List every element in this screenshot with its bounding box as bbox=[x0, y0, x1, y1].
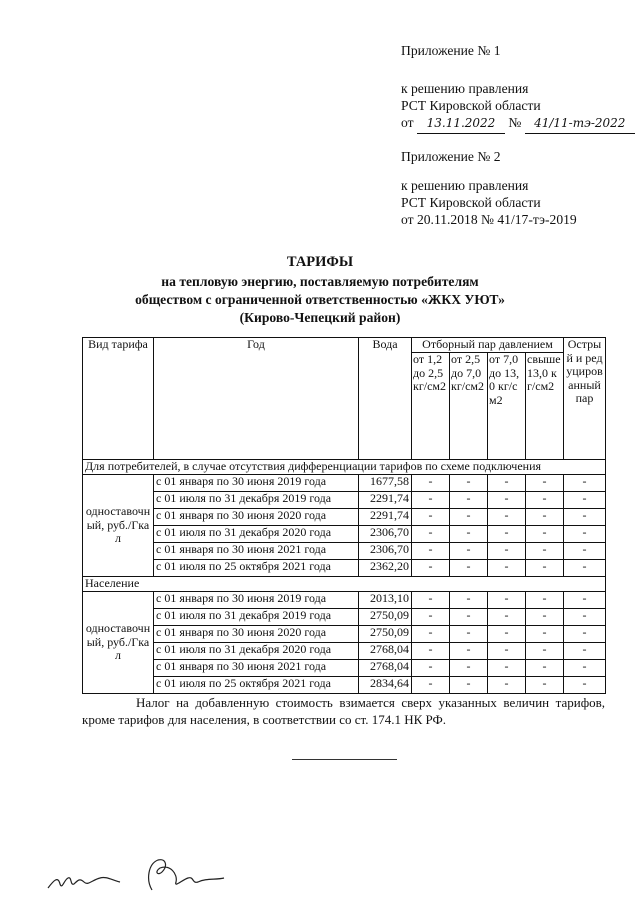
appendix-2-date-line: от 20.11.2018 № 41/17-тэ-2019 bbox=[401, 212, 577, 227]
table-row bbox=[83, 543, 606, 560]
appendix-1-ref-line1: к решению правления bbox=[401, 81, 529, 96]
water-cell: 2306,70 bbox=[359, 543, 412, 560]
table-row bbox=[83, 526, 606, 543]
col-header-year: Год bbox=[154, 338, 359, 460]
period-cell: с 01 июля по 25 октября 2021 года bbox=[154, 560, 359, 577]
steam-3-cell: - bbox=[488, 660, 526, 677]
steam-2-cell: - bbox=[450, 526, 488, 543]
steam-2-cell: - bbox=[450, 560, 488, 577]
steam-4-cell: - bbox=[526, 475, 564, 492]
document-title: ТАРИФЫ bbox=[286, 254, 354, 270]
title-line-3: (Кирово-Чепецкий район) bbox=[239, 310, 401, 325]
sharp-steam-cell: - bbox=[564, 509, 606, 526]
steam-4-cell: - bbox=[526, 609, 564, 626]
tariff-type-cell: одноставочный, руб./Гкал bbox=[83, 592, 154, 694]
period-cell: с 01 июля по 31 декабря 2019 года bbox=[154, 609, 359, 626]
steam-4-cell: - bbox=[526, 643, 564, 660]
steam-4-cell: - bbox=[526, 626, 564, 643]
steam-1-cell: - bbox=[412, 526, 450, 543]
col-header-steam-3: от 7,0 до 13,0 кг/см2 bbox=[488, 353, 526, 460]
table-row bbox=[83, 592, 606, 609]
steam-1-cell: - bbox=[412, 609, 450, 626]
period-cell: с 01 июля по 31 декабря 2020 года bbox=[154, 526, 359, 543]
tariff-type-cell: одноставочный, руб./Гкал bbox=[83, 475, 154, 577]
steam-4-cell: - bbox=[526, 509, 564, 526]
steam-2-cell: - bbox=[450, 609, 488, 626]
col-header-sharp-steam: Острый и редуцированный пар bbox=[564, 338, 606, 460]
appendix-2-ref-line2: РСТ Кировской области bbox=[401, 195, 541, 210]
signature-2 bbox=[149, 860, 224, 890]
sharp-steam-cell: - bbox=[564, 475, 606, 492]
title-line-1: на тепловую энергию, поставляемую потребителям bbox=[161, 274, 479, 289]
table-row bbox=[83, 492, 606, 509]
sharp-steam-cell: - bbox=[564, 526, 606, 543]
sharp-steam-cell: - bbox=[564, 592, 606, 609]
period-cell: с 01 января по 30 июня 2019 года bbox=[154, 592, 359, 609]
col-header-type: Вид тарифа bbox=[83, 338, 154, 460]
sharp-steam-cell: - bbox=[564, 609, 606, 626]
number-sign: № bbox=[508, 115, 522, 130]
steam-3-cell: - bbox=[488, 609, 526, 626]
steam-2-cell: - bbox=[450, 643, 488, 660]
col-header-steam-4: свыше 13,0 кг/см2 bbox=[526, 353, 564, 460]
group-label: Для потребителей, в случае отсутствия дифференциации тарифов по схеме подключения bbox=[83, 460, 606, 475]
steam-2-cell: - bbox=[450, 660, 488, 677]
appendix-1-date-line bbox=[401, 113, 635, 134]
group-row bbox=[83, 577, 606, 592]
period-cell: с 01 июля по 25 октября 2021 года bbox=[154, 677, 359, 694]
table-row bbox=[83, 643, 606, 660]
sharp-steam-cell: - bbox=[564, 677, 606, 694]
steam-2-cell: - bbox=[450, 626, 488, 643]
table-row bbox=[83, 677, 606, 694]
steam-1-cell: - bbox=[412, 626, 450, 643]
col-header-steam-2: от 2,5 до 7,0 кг/см2 bbox=[450, 353, 488, 460]
table-row bbox=[83, 509, 606, 526]
table-row bbox=[83, 560, 606, 577]
water-cell: 2291,74 bbox=[359, 492, 412, 509]
water-cell: 2291,74 bbox=[359, 509, 412, 526]
appendix-1-ref-line2: РСТ Кировской области bbox=[401, 98, 541, 113]
steam-3-cell: - bbox=[488, 509, 526, 526]
period-cell: с 01 января по 30 июня 2021 года bbox=[154, 660, 359, 677]
steam-2-cell: - bbox=[450, 592, 488, 609]
period-cell: с 01 января по 30 июня 2021 года bbox=[154, 543, 359, 560]
table-row bbox=[83, 609, 606, 626]
steam-1-cell: - bbox=[412, 475, 450, 492]
handwritten-date: 13.11.2022 bbox=[417, 114, 505, 134]
steam-3-cell: - bbox=[488, 560, 526, 577]
signature-scribbles bbox=[40, 850, 230, 900]
steam-4-cell: - bbox=[526, 526, 564, 543]
col-header-steam-1: от 1,2 до 2,5 кг/см2 bbox=[412, 353, 450, 460]
from-label: от bbox=[401, 115, 414, 130]
period-cell: с 01 июля по 31 декабря 2020 года bbox=[154, 643, 359, 660]
group-label: Население bbox=[83, 577, 606, 592]
col-header-steam: Отборный пар давлением bbox=[412, 338, 564, 353]
steam-4-cell: - bbox=[526, 677, 564, 694]
steam-3-cell: - bbox=[488, 526, 526, 543]
steam-1-cell: - bbox=[412, 492, 450, 509]
appendix-2-ref-line1: к решению правления bbox=[401, 178, 529, 193]
steam-1-cell: - bbox=[412, 660, 450, 677]
steam-2-cell: - bbox=[450, 543, 488, 560]
steam-1-cell: - bbox=[412, 677, 450, 694]
water-cell: 2013,10 bbox=[359, 592, 412, 609]
table-row bbox=[83, 660, 606, 677]
steam-3-cell: - bbox=[488, 543, 526, 560]
vat-note: Налог на добавленную стоимость взимается сверх указанных величин тарифов, кроме тарифов для населения, в соответствии со ст. 174.1 НК РФ. bbox=[82, 695, 605, 727]
appendix-2-title: Приложение № 2 bbox=[401, 149, 501, 164]
steam-3-cell: - bbox=[488, 475, 526, 492]
steam-4-cell: - bbox=[526, 560, 564, 577]
water-cell: 2768,04 bbox=[359, 660, 412, 677]
group-row bbox=[83, 460, 606, 475]
steam-1-cell: - bbox=[412, 643, 450, 660]
period-cell: с 01 января по 30 июня 2020 года bbox=[154, 626, 359, 643]
steam-4-cell: - bbox=[526, 492, 564, 509]
water-cell: 2768,04 bbox=[359, 643, 412, 660]
closing-divider bbox=[292, 759, 397, 760]
water-cell: 2750,09 bbox=[359, 609, 412, 626]
handwritten-number: 41/11-тэ-2022 bbox=[525, 114, 635, 134]
signature-1 bbox=[48, 877, 120, 888]
sharp-steam-cell: - bbox=[564, 543, 606, 560]
col-header-water: Вода bbox=[359, 338, 412, 460]
steam-3-cell: - bbox=[488, 643, 526, 660]
table-row bbox=[83, 475, 606, 492]
water-cell: 2306,70 bbox=[359, 526, 412, 543]
steam-2-cell: - bbox=[450, 677, 488, 694]
steam-2-cell: - bbox=[450, 475, 488, 492]
steam-3-cell: - bbox=[488, 592, 526, 609]
steam-1-cell: - bbox=[412, 592, 450, 609]
steam-3-cell: - bbox=[488, 677, 526, 694]
steam-1-cell: - bbox=[412, 543, 450, 560]
sharp-steam-cell: - bbox=[564, 626, 606, 643]
steam-4-cell: - bbox=[526, 543, 564, 560]
sharp-steam-cell: - bbox=[564, 492, 606, 509]
sharp-steam-cell: - bbox=[564, 560, 606, 577]
steam-4-cell: - bbox=[526, 660, 564, 677]
steam-3-cell: - bbox=[488, 492, 526, 509]
tariff-table bbox=[82, 337, 606, 694]
period-cell: с 01 января по 30 июня 2019 года bbox=[154, 475, 359, 492]
steam-1-cell: - bbox=[412, 560, 450, 577]
title-line-2: обществом с ограниченной ответственностью «ЖКХ УЮТ» bbox=[135, 292, 505, 307]
table-row bbox=[83, 626, 606, 643]
water-cell: 1677,58 bbox=[359, 475, 412, 492]
sharp-steam-cell: - bbox=[564, 643, 606, 660]
steam-2-cell: - bbox=[450, 509, 488, 526]
appendix-1-title: Приложение № 1 bbox=[401, 43, 501, 58]
period-cell: с 01 июля по 31 декабря 2019 года bbox=[154, 492, 359, 509]
steam-3-cell: - bbox=[488, 626, 526, 643]
sharp-steam-cell: - bbox=[564, 660, 606, 677]
water-cell: 2362,20 bbox=[359, 560, 412, 577]
header-row-1 bbox=[83, 338, 606, 353]
steam-2-cell: - bbox=[450, 492, 488, 509]
period-cell: с 01 января по 30 июня 2020 года bbox=[154, 509, 359, 526]
steam-4-cell: - bbox=[526, 592, 564, 609]
water-cell: 2750,09 bbox=[359, 626, 412, 643]
water-cell: 2834,64 bbox=[359, 677, 412, 694]
steam-1-cell: - bbox=[412, 509, 450, 526]
